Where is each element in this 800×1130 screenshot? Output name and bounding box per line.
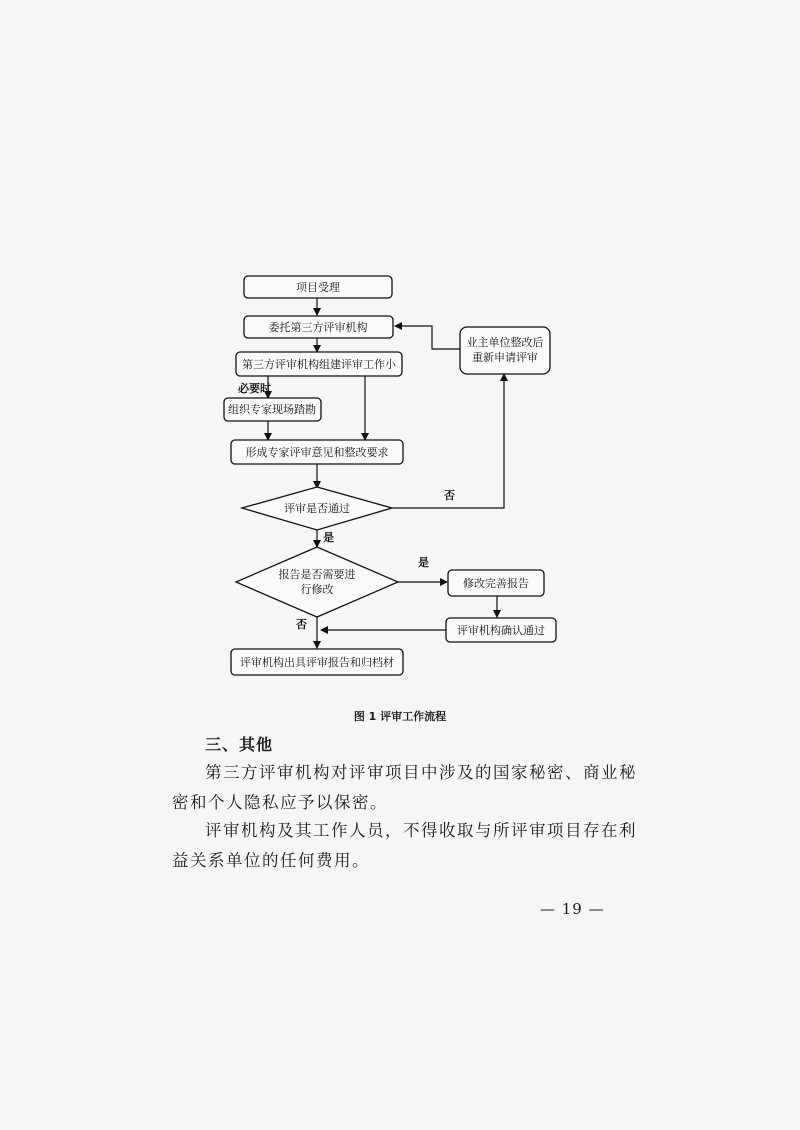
edge-passq-owner	[392, 374, 504, 508]
label-form-team: 第三方评审机构组建评审工作小	[242, 358, 396, 371]
page-number: — 19 —	[540, 900, 605, 918]
paragraph-confidentiality: 第三方评审机构对评审项目中涉及的国家秘密、商业秘密和个人隐私应予以保密。	[172, 763, 637, 812]
label-revise-report: 修改完善报告	[463, 577, 529, 590]
label-site-visit: 组织专家现场踏勘	[228, 403, 316, 416]
label-revise-question-1: 报告是否需要进	[278, 568, 356, 581]
edge-label-no-revise: 否	[296, 618, 307, 631]
label-accept: 项目受理	[296, 281, 340, 294]
label-revise-question-2: 行修改	[300, 583, 334, 596]
label-pass-question: 评审是否通过	[284, 502, 350, 515]
paragraph-fees: 评审机构及其工作人员，不得收取与所评审项目存在利益关系单位的任何费用。	[172, 821, 637, 870]
edge-label-yes-pass: 是	[323, 531, 334, 544]
section-heading: 三、其他	[205, 735, 274, 754]
edge-label-yes-revise: 是	[418, 556, 429, 569]
label-issue-report: 评审机构出具评审报告和归档材	[240, 656, 394, 669]
label-owner-rectify-1: 业主单位整改后	[466, 336, 544, 349]
edge-owner-commission	[395, 326, 460, 349]
label-owner-rectify-2: 重新申请评审	[472, 351, 538, 364]
edge-label-when-needed: 必要时	[238, 382, 271, 395]
label-confirm: 评审机构确认通过	[457, 624, 545, 637]
label-opinion: 形成专家评审意见和整改要求	[245, 446, 389, 459]
node-revise-question	[236, 547, 398, 617]
edge-label-no-pass: 否	[444, 489, 455, 502]
figure-caption: 图 1 评审工作流程	[353, 710, 447, 723]
label-commission: 委托第三方评审机构	[268, 321, 368, 334]
